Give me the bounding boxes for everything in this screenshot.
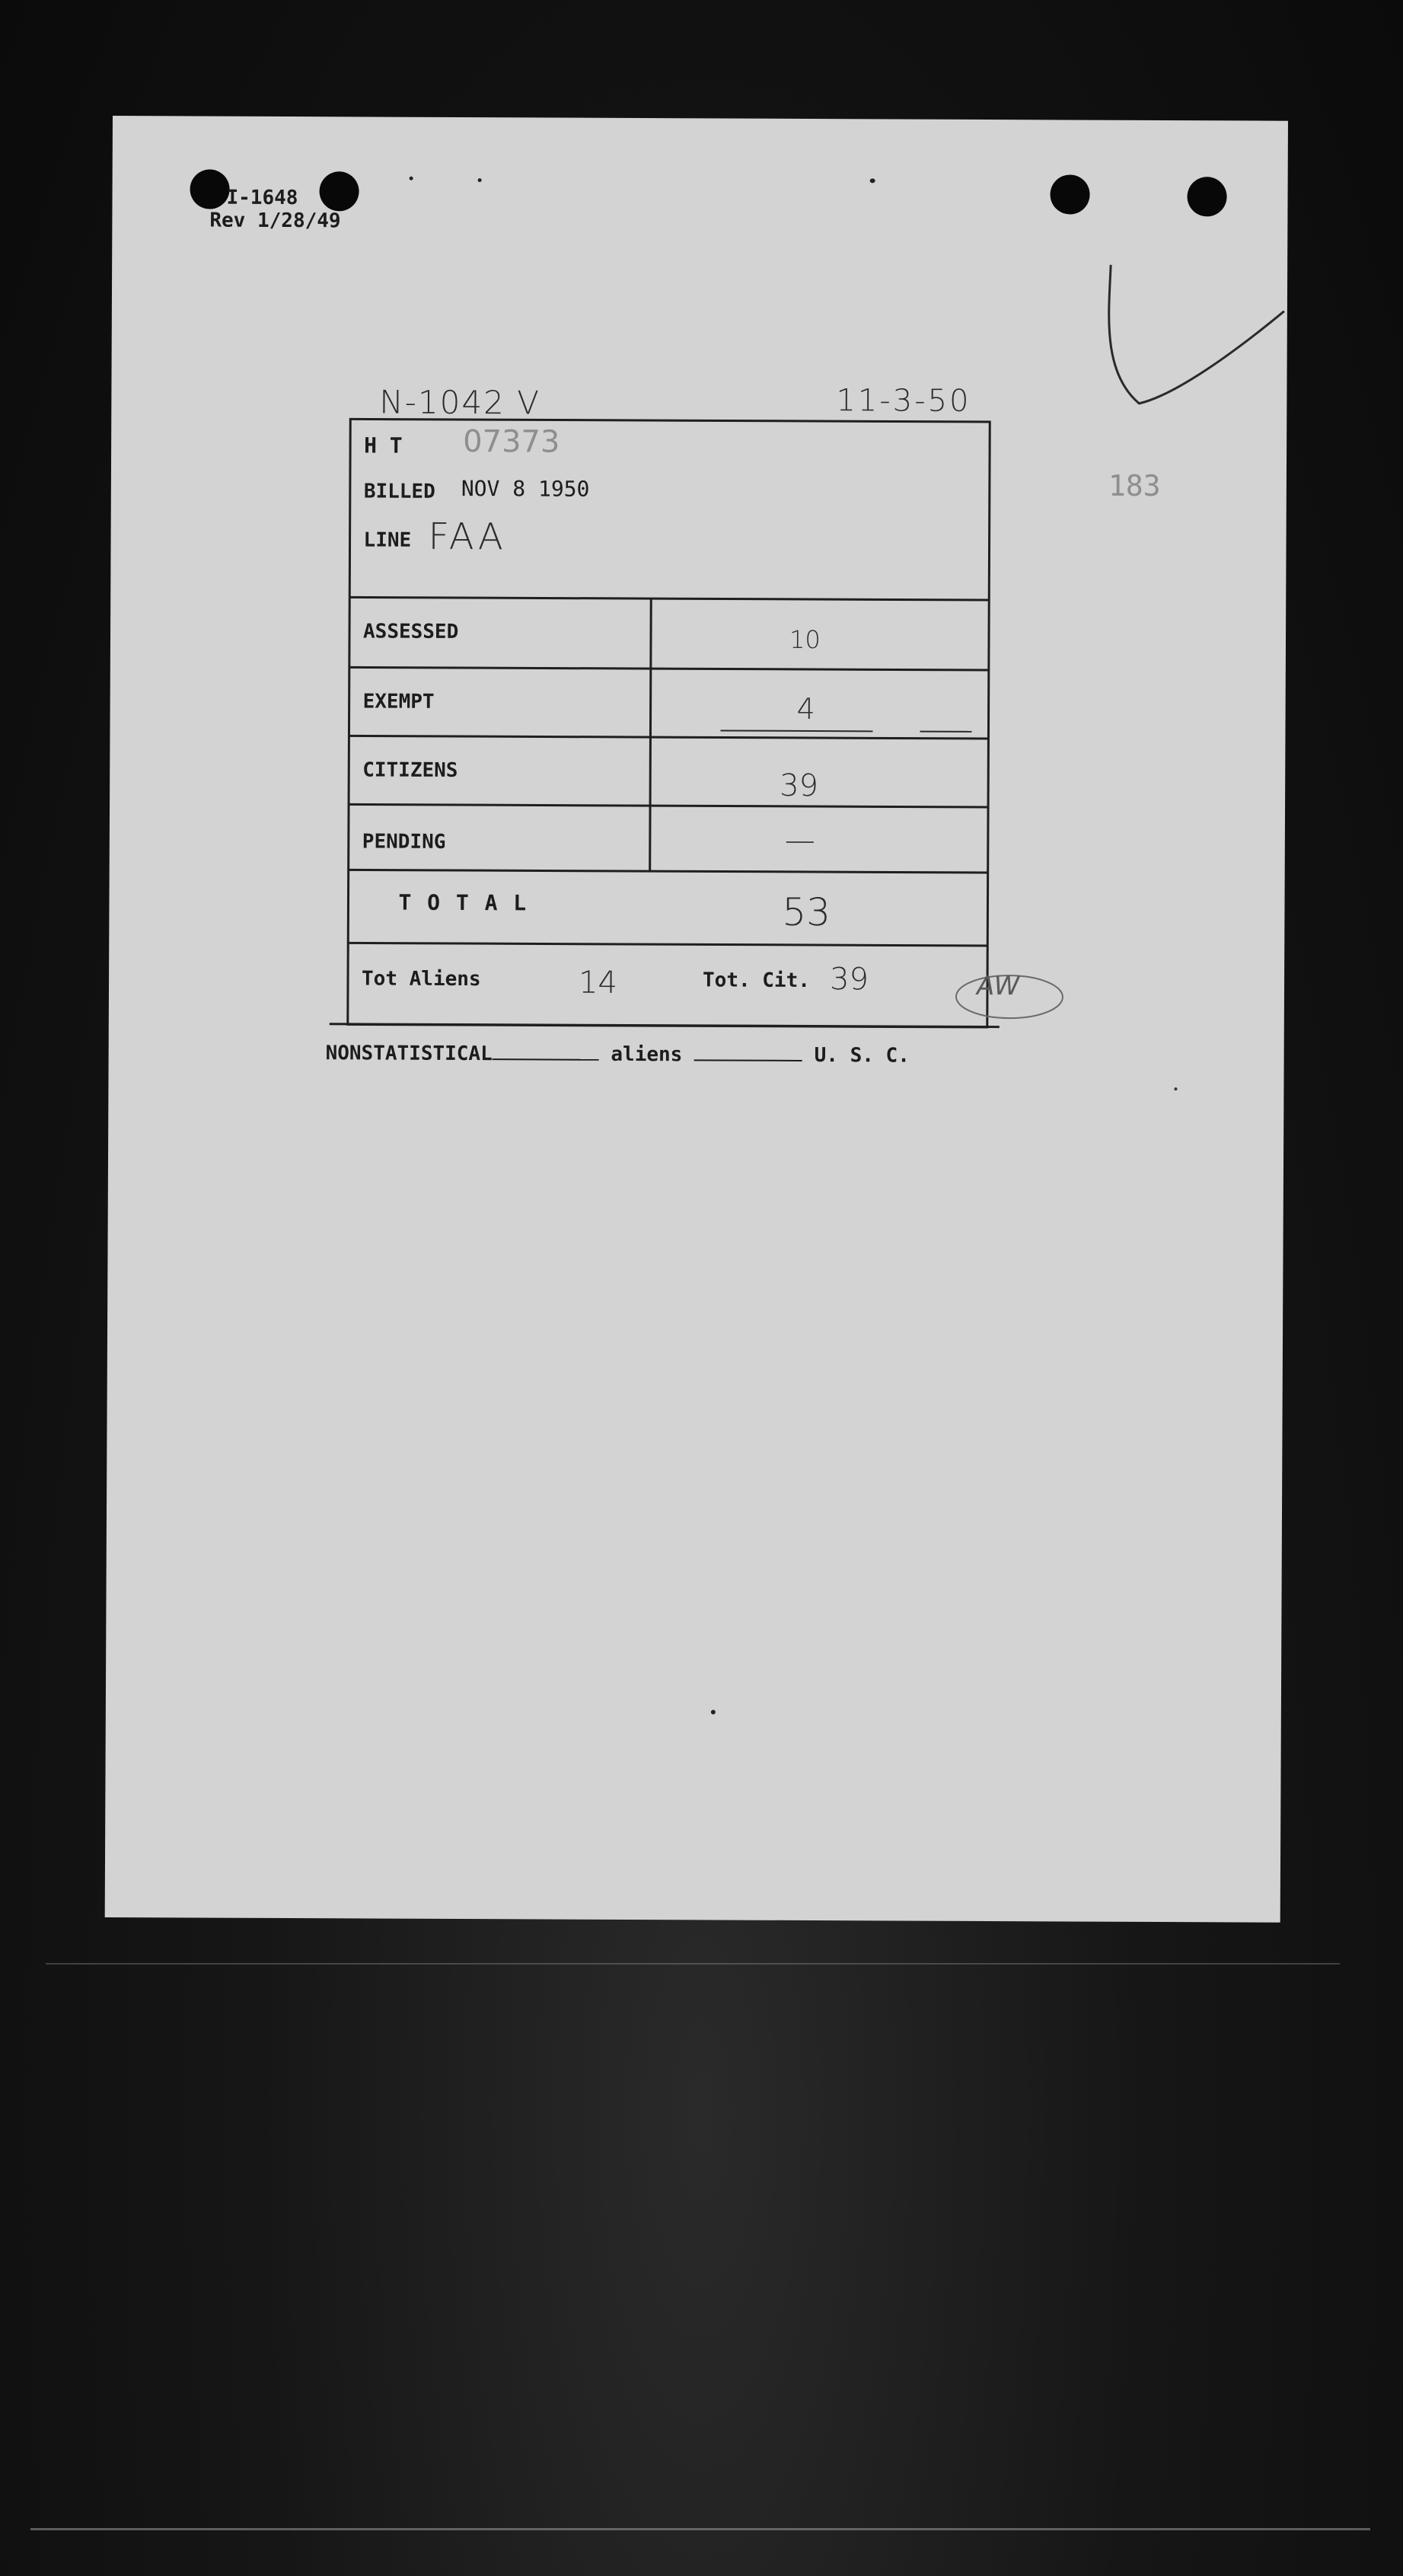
punch-hole (1187, 177, 1226, 216)
tot-cit-value: 39 (829, 962, 869, 998)
assessed-label: ASSESSED (362, 620, 459, 643)
ht-label: H T (364, 433, 403, 458)
speck (711, 1709, 716, 1714)
exempt-label: EXEMPT (362, 690, 435, 713)
assessed-value: 10 (789, 624, 821, 655)
punch-hole (1050, 174, 1089, 214)
pending-value: — (784, 822, 815, 859)
nonstatistical-label: NONSTATISTICAL (325, 1042, 493, 1066)
handwritten-ref: N-1042 V (379, 383, 541, 422)
table-rules (346, 417, 992, 1029)
pen-mark (1101, 265, 1287, 418)
citizens-label: CITIZENS (362, 758, 458, 782)
tot-aliens-label: Tot Aliens (361, 967, 481, 991)
total-label: T O T A L (398, 889, 528, 916)
form-number: I-1648 (226, 186, 298, 210)
nonstatistical-line (326, 1042, 910, 1067)
aliens-blank (694, 1044, 802, 1061)
scanner-line (30, 2528, 1370, 2530)
count-table (346, 417, 992, 1029)
tot-aliens-value: 14 (578, 965, 618, 1001)
ht-value: 07373 (463, 424, 560, 460)
initials: AW (976, 970, 1020, 1002)
citizens-value: 39 (780, 768, 819, 804)
speck (410, 177, 413, 180)
nonstatistical-blank (493, 1043, 599, 1061)
punch-hole (190, 169, 229, 209)
handwritten-date: 11-3-50 (836, 383, 971, 419)
exempt-value: 4 (796, 691, 815, 726)
speck (1174, 1087, 1177, 1090)
line-label: LINE (363, 528, 412, 552)
usc-label: U. S. C. (814, 1044, 910, 1068)
pending-label: PENDING (362, 830, 446, 854)
aliens-word: aliens (611, 1042, 683, 1067)
billed-stamp: NOV 8 1950 (461, 476, 590, 502)
form-sheet (105, 116, 1288, 1923)
speck (478, 178, 482, 182)
form-revision: Rev 1/28/49 (209, 209, 341, 233)
speck (870, 178, 875, 183)
tot-cit-label: Tot. Cit. (702, 969, 811, 993)
punch-hole (319, 171, 359, 211)
scanner-line (46, 1963, 1340, 1965)
margin-stamp: 183 (1108, 468, 1161, 503)
billed-label: BILLED (363, 480, 435, 503)
total-value: 53 (782, 889, 831, 935)
line-value: FAA (428, 515, 506, 559)
